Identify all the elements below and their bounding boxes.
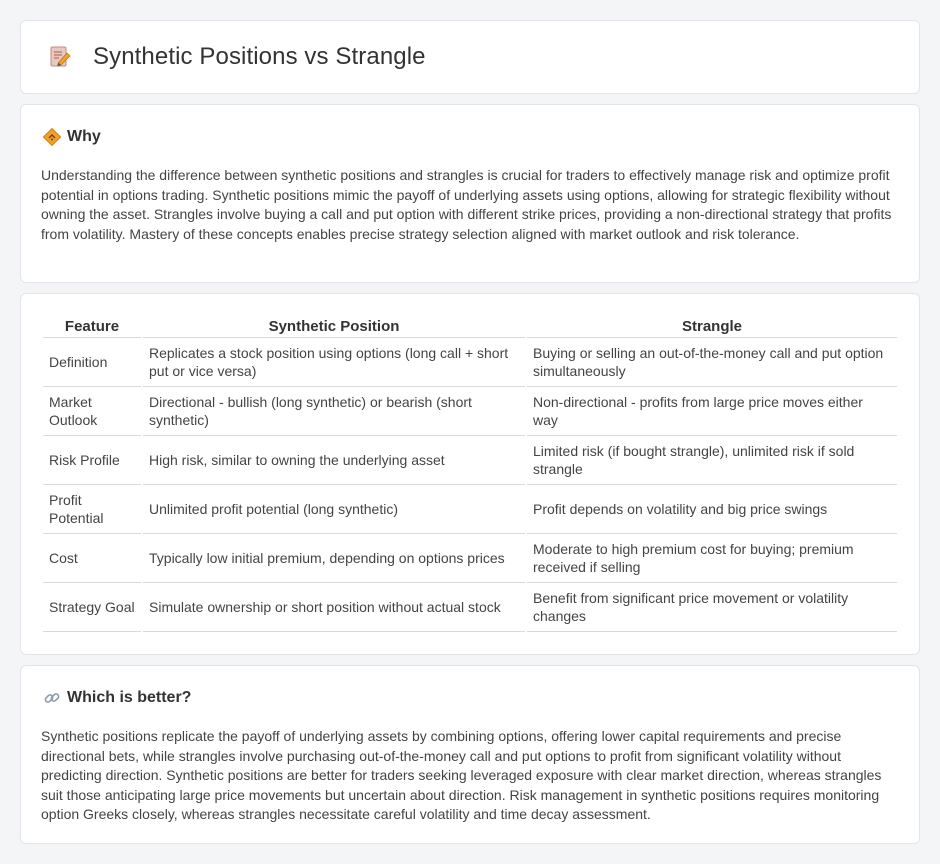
- strangle-cell: Benefit from significant price movement or volatility changes: [527, 583, 897, 632]
- feature-cell: Market Outlook: [43, 387, 141, 436]
- synthetic-cell: Directional - bullish (long synthetic) or bearish (short synthetic): [143, 387, 525, 436]
- table-row: [43, 485, 897, 534]
- table-row: [43, 436, 897, 485]
- why-section: [20, 104, 920, 283]
- synthetic-cell: Replicates a stock position using options (long call + short put or vice versa): [143, 338, 525, 387]
- table-row: [43, 338, 897, 387]
- why-body: Understanding the difference between synthetic positions and strangles is crucial for traders to effectively manage risk and optimize profit potential in options trading. Synthetic positions mimic the payoff of underlying assets using options, allowing for strategic flexibility without owning the asset. Strangles involve buying a call and put option with different strike prices, providing a non-directional strategy that profits from volatility. Mastery of these concepts enables precise strategy selection aligned with market outlook and risk tolerance.: [41, 167, 892, 242]
- strangle-cell: Profit depends on volatility and big price swings: [527, 485, 897, 534]
- diamond-sign-icon: [43, 128, 61, 146]
- table-row: [43, 387, 897, 436]
- synthetic-cell: Simulate ownership or short position without actual stock: [143, 583, 525, 632]
- table-row: [43, 583, 897, 632]
- strangle-cell: Non-directional - profits from large price moves either way: [527, 387, 897, 436]
- synthetic-cell: Unlimited profit potential (long synthetic): [143, 485, 525, 534]
- synthetic-cell: High risk, similar to owning the underlying asset: [143, 436, 525, 485]
- feature-cell: Definition: [43, 338, 141, 387]
- comparison-table: [41, 316, 899, 632]
- better-body: Synthetic positions replicate the payoff of underlying assets by combining options, offering lower capital requirements and precise directional bets, while strangles involve purchasing out-of-the-money call and put options to profit from significant volatility without predicting direction. Synthetic positions are better for traders seeking leveraged exposure with clear market direction, whereas strangles suit those anticipating large price movements but uncertain about direction. Risk management in synthetic positions requires monitoring option Greeks closely, whereas strangles necessitate careful volatility and time decay assessment.: [41, 728, 882, 822]
- link-icon: [43, 689, 61, 707]
- strangle-cell: Limited risk (if bought strangle), unlimited risk if sold strangle: [527, 436, 897, 485]
- table-row: [43, 534, 897, 583]
- feature-cell: Profit Potential: [43, 485, 141, 534]
- which-is-better-section: [20, 665, 920, 844]
- header-feature: Feature: [43, 316, 141, 338]
- comparison-table-card: [20, 293, 920, 655]
- document-pencil-icon: [47, 44, 73, 70]
- page-title: Synthetic Positions vs Strangle: [93, 43, 426, 70]
- feature-cell: Cost: [43, 534, 141, 583]
- header-synthetic-position: Synthetic Position: [143, 316, 525, 338]
- strangle-cell: Moderate to high premium cost for buying; premium received if selling: [527, 534, 897, 583]
- feature-cell: Strategy Goal: [43, 583, 141, 632]
- synthetic-cell: Typically low initial premium, depending on options prices: [143, 534, 525, 583]
- table-header-row: [43, 316, 897, 338]
- title-card: [20, 20, 920, 94]
- header-strangle: Strangle: [527, 316, 897, 338]
- why-title: Why: [67, 128, 101, 145]
- strangle-cell: Buying or selling an out-of-the-money call and put option simultaneously: [527, 338, 897, 387]
- better-title: Which is better?: [67, 689, 192, 706]
- feature-cell: Risk Profile: [43, 436, 141, 485]
